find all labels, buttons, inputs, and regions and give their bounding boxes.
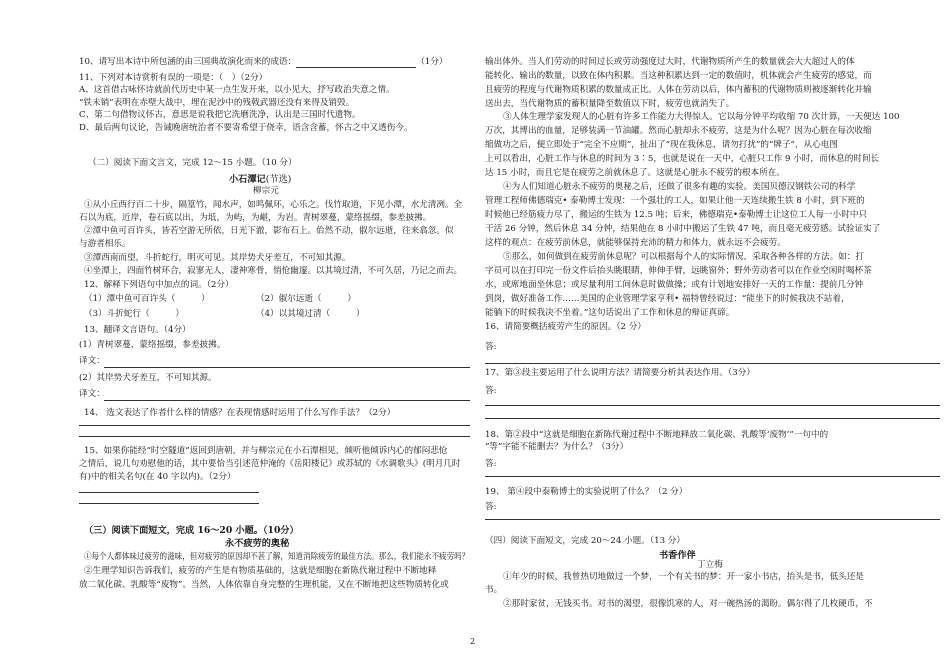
passage-2-line: 字员可以在打印完一份文件后抬头眺眼睛，伸伸手臂，远眺窗外；野外劳动者可以在作业空闲时喝杯茶 bbox=[485, 266, 872, 276]
q18-answer-label: 答: bbox=[485, 459, 497, 469]
q12-item-3[interactable]: （3）斗折蛇行（ ） bbox=[84, 309, 184, 319]
passage-2-line: 能转化、输出的数量，以致在体内积累。当这种积累达到一定的数值时，机体就会产生疲劳的感觉，而 bbox=[485, 71, 872, 81]
q17-answer-line[interactable] bbox=[485, 418, 940, 419]
q10-question: 10、请写出本诗中所包涵的由三国典故演化而来的成语： （1分） bbox=[79, 57, 448, 67]
passage-2-line: ⑤那么，如何做到在疲劳前休息呢？可以根据每个人的实际情况，采取各种各样的方法。如：打 bbox=[503, 252, 864, 262]
q16-answer-label: 答: bbox=[485, 342, 497, 352]
passage-2-line: 能躺下的时候我决不坐着。”这句话说出了工作和休息的辩证真谛。 bbox=[485, 308, 735, 318]
q14-stem: 14、 选文表达了作者什么样的情感？在表现情感时运用了什么写作手法？（2分） bbox=[84, 408, 396, 418]
page-number: 2 bbox=[470, 637, 476, 646]
passage-3-author: 丁立梅 bbox=[697, 560, 723, 570]
passage-2-line: 放二氧化碳、乳酸等“废物”。当然，人体依靠自身完整的生理机能，又在不断地把这些物质转化或 bbox=[79, 580, 449, 590]
q13-sentence-1: (1）青树翠蔓，蒙络摇缀，参差披拂。 bbox=[79, 340, 226, 350]
passage-2-line: ④为人们知道心脏永不疲劳的奥秘之后，还做了很多有趣的实验。美国贝德汉钢铁公司的科学 bbox=[503, 182, 856, 192]
q18-line: 18、第②段中“这就是细胞在新陈代谢过程中不断地释放二氧化碳、乳酸等‘废物’”一句中的 bbox=[485, 430, 829, 440]
passage-2-line: 上可以看出，心脏工作与休息的时间为 3∶5，也就是说在一天中，心脏只工作 9 小时，而休息的时间长 bbox=[485, 154, 880, 164]
passage-1-title: 小石潭记(节选) bbox=[229, 174, 292, 185]
q11-option-b: “铁未销”表明在赤壁大战中，埋在泥沙中的残戟武器还没有来得及销毁。 bbox=[79, 98, 355, 108]
q15-answer-line[interactable] bbox=[79, 492, 259, 493]
passage-2-line: 且疲劳的程度与代谢物质积累的数量成正比。人体在劳动以后，体内蓄积的代谢物质则被逐渐转化并输 bbox=[485, 85, 872, 95]
passage-1-line: ③潭西南而望，斗折蛇行，明灭可见。其岸势犬牙差互，不可知其源。 bbox=[84, 253, 351, 263]
passage-1-line: 石以为底，近岸，卷石底以出，为坻，为屿，为嵁，为岩。青树翠蔓，蒙络摇缀，参差披拂。 bbox=[79, 213, 432, 223]
passage-2-line: 到岗，做好准备工作……美国的企业管理学家亨利• 福特曾经说过：“能坐下的时候我决不站着， bbox=[485, 294, 850, 304]
passage-1-author: 柳宗元 bbox=[253, 186, 279, 196]
passage-3-line: ①年少的时候，我曾热切地做过一个梦，一个有关书的梦：开一家小书店，抬头是书，低头还是 bbox=[503, 572, 864, 582]
q12-item-2[interactable]: （2）俶尔远逝（ ） bbox=[256, 294, 356, 304]
passage-2-title: 永不疲劳的奥秘 bbox=[225, 538, 290, 549]
q14-answer-line[interactable] bbox=[79, 436, 470, 437]
passage-2-line: 输出体外。当人们劳动的时间过长或劳动强度过大时，代谢物质所产生的数量就会大大超过人的体 bbox=[485, 57, 855, 67]
q13-answer-label-2: 译文： bbox=[79, 389, 105, 399]
q19-answer-label: 答: bbox=[485, 502, 497, 512]
q13-stem: 13、翻译文言语句。（4分） bbox=[84, 325, 191, 335]
passage-2-line: ③人体生理学家发现人的心脏有许多工作能力大得惊人。它以每分钟平均收缩 70 次计算，一天便达 100 bbox=[503, 112, 900, 122]
q18-answer-line[interactable] bbox=[485, 476, 940, 477]
q18-line: “等”字能不能删去？为什么？（3分） bbox=[485, 442, 629, 452]
passage-2-line: 管理工程师佛德瑞克• 泰勒博士发现：一个强壮的工人，如果让他一天连续搬生铁 8 小时，到下班的 bbox=[485, 196, 865, 206]
q16-stem: 16、请简要概括疲劳产生的原因。（2 分） bbox=[485, 322, 646, 332]
q17-answer-line[interactable] bbox=[485, 405, 940, 406]
q11-option-d: D、最后两句议论，告诫晚唐统治者不要寄希望于侥幸，语含含蓄，怀古之中又透伤今。 bbox=[79, 123, 413, 133]
passage-2-line: ①每个人都体味过疲劳的滋味，但对疲劳的原因却不甚了解，知道消除疲劳的最佳方法。那么，我们能永不疲劳吗？ bbox=[84, 552, 470, 562]
passage-2-line: 送出去，当代谢物质的蓄积量降至数值以下时，疲劳也就消失了。 bbox=[485, 99, 735, 109]
q19-answer-line[interactable] bbox=[485, 519, 940, 520]
q15-answer-line[interactable] bbox=[79, 503, 259, 504]
passage-2-line: 水，或席地面坐休息；或尽量利用工间休息时做做操；或有计划地安排好一天的工作量：提前几分钟 bbox=[485, 280, 864, 290]
q15-line: 15、如果你能经“时空隧道”返回到唐朝，并与柳宗元在小石潭相见，倾听他倾诉内心的郁闷悲怆 bbox=[84, 446, 448, 456]
passage-1-line: ④坐潭上，四面竹树环合，寂寥无人，凄神寒骨，悄怆幽邃。以其境过清，不可久居，乃记之而去。 bbox=[84, 266, 463, 276]
q15-line: 有)中的相关名句(在 40 字以内)。（2分） bbox=[79, 472, 236, 482]
q13-answer-line-1[interactable] bbox=[104, 367, 470, 368]
passage-1-line: ①从小丘西行百二十步，隔篁竹，闻水声，如鸣佩环，心乐之。伐竹取道，下见小潭，水尤清冽。全 bbox=[84, 200, 463, 210]
section-3-heading: （三）阅读下面短文，完成 16～20 小题。（10分） bbox=[84, 525, 299, 536]
section-2-heading: （二）阅读下面文言文，完成 12～15 小题。（10 分） bbox=[88, 158, 297, 168]
passage-2-line: 时候他已经筋疲力尽了，搬运的生铁为 12.5 吨；后来，佛德瑞克•泰勒博士让这位工人每一小时中只 bbox=[485, 210, 868, 220]
passage-2-line: 干活 26 分钟，然后休息 34 分钟，结果他在 8 小时中搬运了生铁 47 吨，而且毫无疲劳感。试验证实了 bbox=[485, 224, 881, 234]
passage-2-line: ②生理学知识告诉我们，疲劳的产生是有物质基础的，这就是细胞在新陈代谢过程中不断地释 bbox=[84, 566, 437, 576]
section-4-heading: （四）阅读下面短文，完成 20～24 小题。（13 分） bbox=[485, 536, 685, 546]
passage-2-line: 万次，其博出的血量，足够装满一节油罐。然而心脏却永不疲劳，这是为什么呢？因为心脏在每次收缩 bbox=[485, 126, 872, 136]
passage-2-line: 达 15 小时，而且它是在疲劳之前就休息了。这就是心脏永不疲劳的根本所在。 bbox=[485, 168, 785, 178]
q13-answer-line-2[interactable] bbox=[104, 400, 470, 401]
passage-2-line: 缩做功之后，便立即处于“完全不应期”，扯出了“现在我休息，请勿打扰”的“牌子”，从心电图 bbox=[485, 140, 838, 150]
q11-option-a: A、这首借古咏怀诗就前代历史中某一点生发开来，以小见大，抒写政治失意之情。 bbox=[79, 85, 395, 95]
passage-2-line: 这样的观点：在疲劳前休息，就能够保持充沛的精力和体力，就永远不会疲劳。 bbox=[485, 238, 786, 248]
q12-stem: 12、解释下列语句中加点的词。（2分） bbox=[84, 280, 234, 290]
q10-answer-blank[interactable] bbox=[296, 58, 416, 68]
q17-stem: 17、第③段主要运用了什么说明方法？请简要分析其表达作用。（3分） bbox=[485, 368, 755, 378]
passage-1-line: 与游者相乐。 bbox=[79, 239, 131, 249]
q13-sentence-2: (2）其岸势犬牙差互，不可知其源。 bbox=[79, 373, 217, 383]
passage-3-title: 书香作伴 bbox=[659, 550, 696, 561]
q14-answer-line[interactable] bbox=[79, 425, 470, 426]
q11-option-c: C、第二句借物议怀古，意思是说我把它洗磨洗净，认出是三国时代遗物。 bbox=[79, 110, 361, 120]
q13-answer-label-1: 译文： bbox=[79, 356, 105, 366]
q17-answer-label: 答: bbox=[485, 386, 497, 396]
q12-item-1[interactable]: （1）潭中鱼可百许头（ ） bbox=[84, 294, 210, 304]
q15-line: 之情后，说几句劝慰他的话，其中要恰当引述范仲淹的《岳阳楼记》或苏轼的《水调歌头》(明月几时 bbox=[79, 459, 461, 469]
q12-item-4[interactable]: （4）以其境过清（ ） bbox=[256, 309, 365, 319]
q16-answer-line[interactable] bbox=[485, 363, 940, 364]
passage-3-line: ②那时家贫，无钱买书。对书的渴望，很像饥寒的人，对一碗热汤的渴盼。偶尔得了几枚硬币，不 bbox=[503, 599, 873, 609]
q19-stem: 19、 第④段中泰勒博士的实验说明了什么？（2 分） bbox=[485, 487, 688, 497]
passage-3-line: 书。 bbox=[485, 585, 503, 595]
q11-stem: 11、下列对本诗赏析有误的一项是：（ ）（2分） bbox=[79, 73, 268, 83]
passage-1-line: ②潭中鱼可百许头，皆若空游无所依，日光下澈，影布石上。佁然不动，俶尔远逝，往来翕忽。似 bbox=[84, 226, 454, 236]
